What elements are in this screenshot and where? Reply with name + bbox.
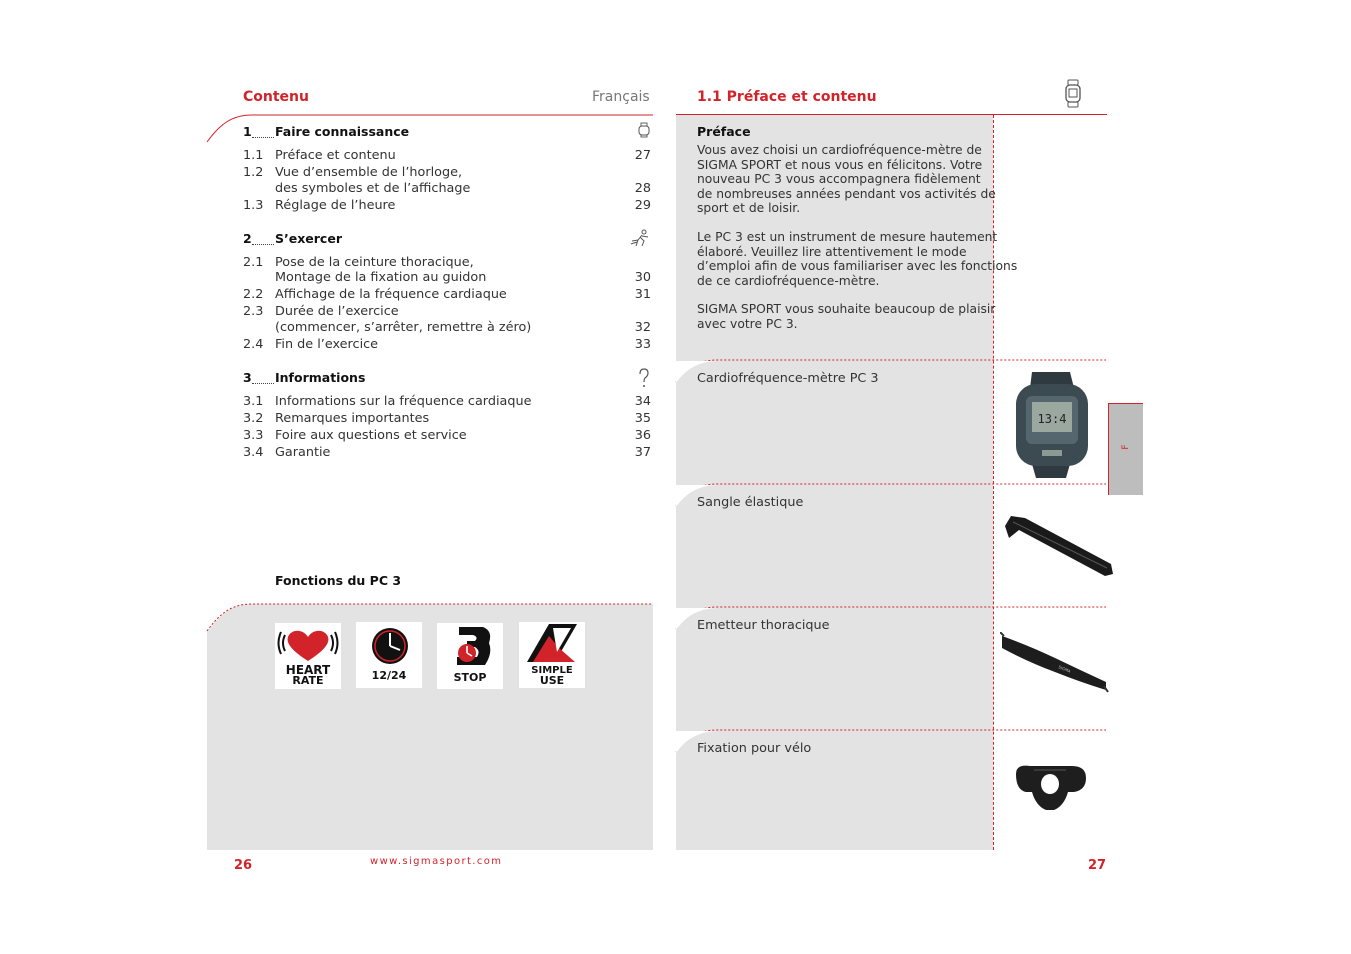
- toc-item-title: Préface et contenu: [275, 148, 396, 163]
- toc-item-title: Informations sur la fréquence cardiaque: [275, 393, 532, 409]
- clock-function-icon: [356, 622, 422, 688]
- stop-caption: STOP: [453, 671, 487, 684]
- toc-item-1.2[interactable]: [243, 165, 651, 196]
- watch-icon: [1063, 78, 1083, 110]
- preface-line: nouveau PC 3 vous accompagnera fidèlement: [697, 172, 981, 187]
- toc-item-3.3[interactable]: [243, 428, 651, 444]
- stop-function-icon: [437, 623, 503, 689]
- toc-item-page: 27: [634, 148, 651, 163]
- preface-paragraph: [697, 229, 1018, 288]
- language-side-tab[interactable]: [1108, 403, 1143, 495]
- preface-line: d’emploi afin de vous familiariser avec les fonctions: [697, 259, 1018, 274]
- left-header-title: Contenu: [243, 89, 309, 105]
- preface-line: Le PC 3 est un instrument de mesure hautement: [697, 229, 998, 244]
- component-label-strap: Sangle élastique: [697, 495, 804, 510]
- preface-title: Préface: [697, 124, 751, 139]
- toc-item-title: Affichage de la fréquence cardiaque: [275, 287, 507, 302]
- toc-item-page: 32: [634, 319, 651, 335]
- functions-title: Fonctions du PC 3: [275, 573, 402, 588]
- toc-item-title: Garantie: [275, 444, 331, 460]
- toc-item-number: 3.2: [243, 410, 264, 426]
- runner-icon: [629, 229, 651, 247]
- toc-leader-dots: [252, 244, 274, 245]
- component-label-transmitter: Emetteur thoracique: [697, 618, 830, 633]
- toc-item-page: 30: [634, 270, 651, 285]
- toc-leader-dots: [252, 383, 274, 384]
- simple-use-function-icon: [519, 622, 585, 688]
- toc-item-page: 35: [634, 410, 651, 426]
- toc-item-page: 34: [634, 393, 651, 409]
- simple-caption-2: USE: [539, 674, 565, 687]
- toc-item-number: 2.2: [243, 287, 264, 302]
- toc-leader-dots: [252, 137, 274, 138]
- bike-mount-image: [1010, 762, 1090, 822]
- toc-section-title: Informations: [275, 369, 366, 385]
- toc-item-2.2[interactable]: [243, 287, 651, 303]
- toc-item-2.1[interactable]: [243, 255, 651, 286]
- toc-item-title: Fin de l’exercice: [275, 336, 379, 352]
- functions-panel: [207, 604, 653, 850]
- toc-item-title: Vue d’ensemble de l’horloge,: [275, 165, 463, 180]
- toc-section-3[interactable]: [243, 370, 651, 388]
- toc-section-icon: [629, 229, 651, 250]
- component-image-mount: [1010, 762, 1090, 826]
- svg-text:13:4: 13:4: [1037, 412, 1067, 426]
- toc-item-1.1[interactable]: [243, 148, 651, 164]
- toc-section-number: 1: [243, 124, 252, 139]
- toc-item-2.4[interactable]: [243, 337, 651, 353]
- toc-item-number: 3.1: [243, 393, 264, 409]
- preface-paragraph: [697, 143, 996, 216]
- heart-caption-2: RATE: [292, 674, 324, 687]
- toc-item-page: 31: [634, 287, 651, 302]
- preface-text: [697, 143, 1018, 346]
- toc-section-2[interactable]: [243, 231, 651, 249]
- toc-section-title: Faire connaissance: [275, 124, 410, 139]
- preface-line: SIGMA SPORT et nous vous en félicitons. Votre: [697, 157, 983, 172]
- toc-item-1.3[interactable]: [243, 198, 651, 214]
- toc-item-2.3[interactable]: [243, 304, 651, 335]
- right-header-rule: [676, 114, 1107, 115]
- language-label: Français: [592, 89, 650, 105]
- heart-rate-function-icon: [275, 623, 341, 689]
- toc-item-page: 37: [634, 444, 651, 460]
- toc-section-icon: [637, 122, 651, 141]
- left-page-number: 26: [234, 858, 253, 873]
- heart-rate-monitor-image: [1012, 368, 1092, 480]
- toc-item-3.4[interactable]: [243, 445, 651, 461]
- toc-item-3.1[interactable]: [243, 394, 651, 410]
- website-link[interactable]: www.sigmasport.com: [370, 856, 503, 867]
- toc-item-title: Foire aux questions et service: [275, 427, 467, 443]
- preface-paragraph: [697, 302, 996, 331]
- toc-item-title: des symboles et de l’affichage: [275, 180, 471, 196]
- question-icon: [637, 368, 651, 388]
- toc-section-title: S’exercer: [275, 230, 342, 246]
- toc-section-number: 3: [243, 369, 252, 385]
- elastic-strap-image: [1001, 512, 1117, 582]
- toc-item-number: 3.3: [243, 427, 264, 443]
- toc-item-page: 36: [634, 427, 651, 443]
- toc-item-number: 3.4: [243, 444, 264, 460]
- toc-item-number: 2.4: [243, 336, 264, 352]
- toc-item-title: Réglage de l’heure: [275, 197, 396, 213]
- table-of-contents: [243, 124, 651, 464]
- component-image-transmitter: [1000, 632, 1110, 700]
- chest-transmitter-image: [1000, 632, 1110, 696]
- toc-item-page: 28: [634, 180, 651, 196]
- simple-caption-1: SIMPLE: [531, 665, 573, 676]
- toc-item-title: Remarques importantes: [275, 410, 430, 426]
- preface-line: élaboré. Veuillez lire attentivement le mode: [697, 244, 967, 259]
- component-label-mount: Fixation pour vélo: [697, 741, 812, 756]
- clock-caption: 12/24: [371, 669, 407, 682]
- heart-rate-icon: [275, 623, 341, 667]
- preface-line: de nombreuses années pendant vos activités de: [697, 186, 996, 201]
- toc-item-number: 2.1: [243, 254, 264, 270]
- toc-item-3.2[interactable]: [243, 411, 651, 427]
- side-tab-label: F: [1121, 444, 1131, 450]
- component-image-watch: [1012, 368, 1092, 484]
- simple-use-icon: [519, 622, 585, 666]
- preface-line: Vous avez choisi un cardiofréquence-mètre de: [697, 143, 982, 157]
- clock-icon: [356, 622, 422, 668]
- preface-line: SIGMA SPORT vous souhaite beaucoup de plaisir: [697, 302, 996, 317]
- component-image-strap: [1001, 512, 1117, 586]
- watch-icon: [637, 122, 651, 138]
- toc-item-page: 33: [634, 336, 651, 352]
- toc-section-1[interactable]: [243, 124, 651, 142]
- toc-item-title: Montage de la fixation au guidon: [275, 270, 487, 285]
- toc-section-number: 2: [243, 230, 252, 246]
- toc-item-number: 1.3: [243, 197, 264, 213]
- preface-line: avec votre PC 3.: [697, 316, 798, 331]
- component-label-watch: Cardiofréquence-mètre PC 3: [697, 371, 879, 386]
- toc-item-title: (commencer, s’arrêter, remettre à zéro): [275, 319, 532, 335]
- toc-item-page: 29: [634, 197, 651, 213]
- toc-item-number: 2.3: [243, 304, 264, 319]
- right-header-title: 1.1 Préface et contenu: [697, 89, 877, 105]
- stopwatch-icon: [437, 623, 503, 669]
- toc-item-title: Pose de la ceinture thoracique,: [275, 254, 474, 270]
- toc-item-title: Durée de l’exercice: [275, 304, 399, 319]
- heart-caption-1: HEART: [285, 663, 331, 677]
- svg-text:SIGMA: SIGMA: [1057, 664, 1072, 674]
- toc-item-number: 1.1: [243, 148, 264, 163]
- right-page-number: 27: [1088, 858, 1107, 873]
- toc-item-number: 1.2: [243, 165, 264, 180]
- preface-line: sport et de loisir.: [697, 201, 801, 216]
- preface-line: de ce cardiofréquence-mètre.: [697, 273, 880, 288]
- functions-divider: [206, 601, 654, 633]
- toc-section-icon: [637, 368, 651, 391]
